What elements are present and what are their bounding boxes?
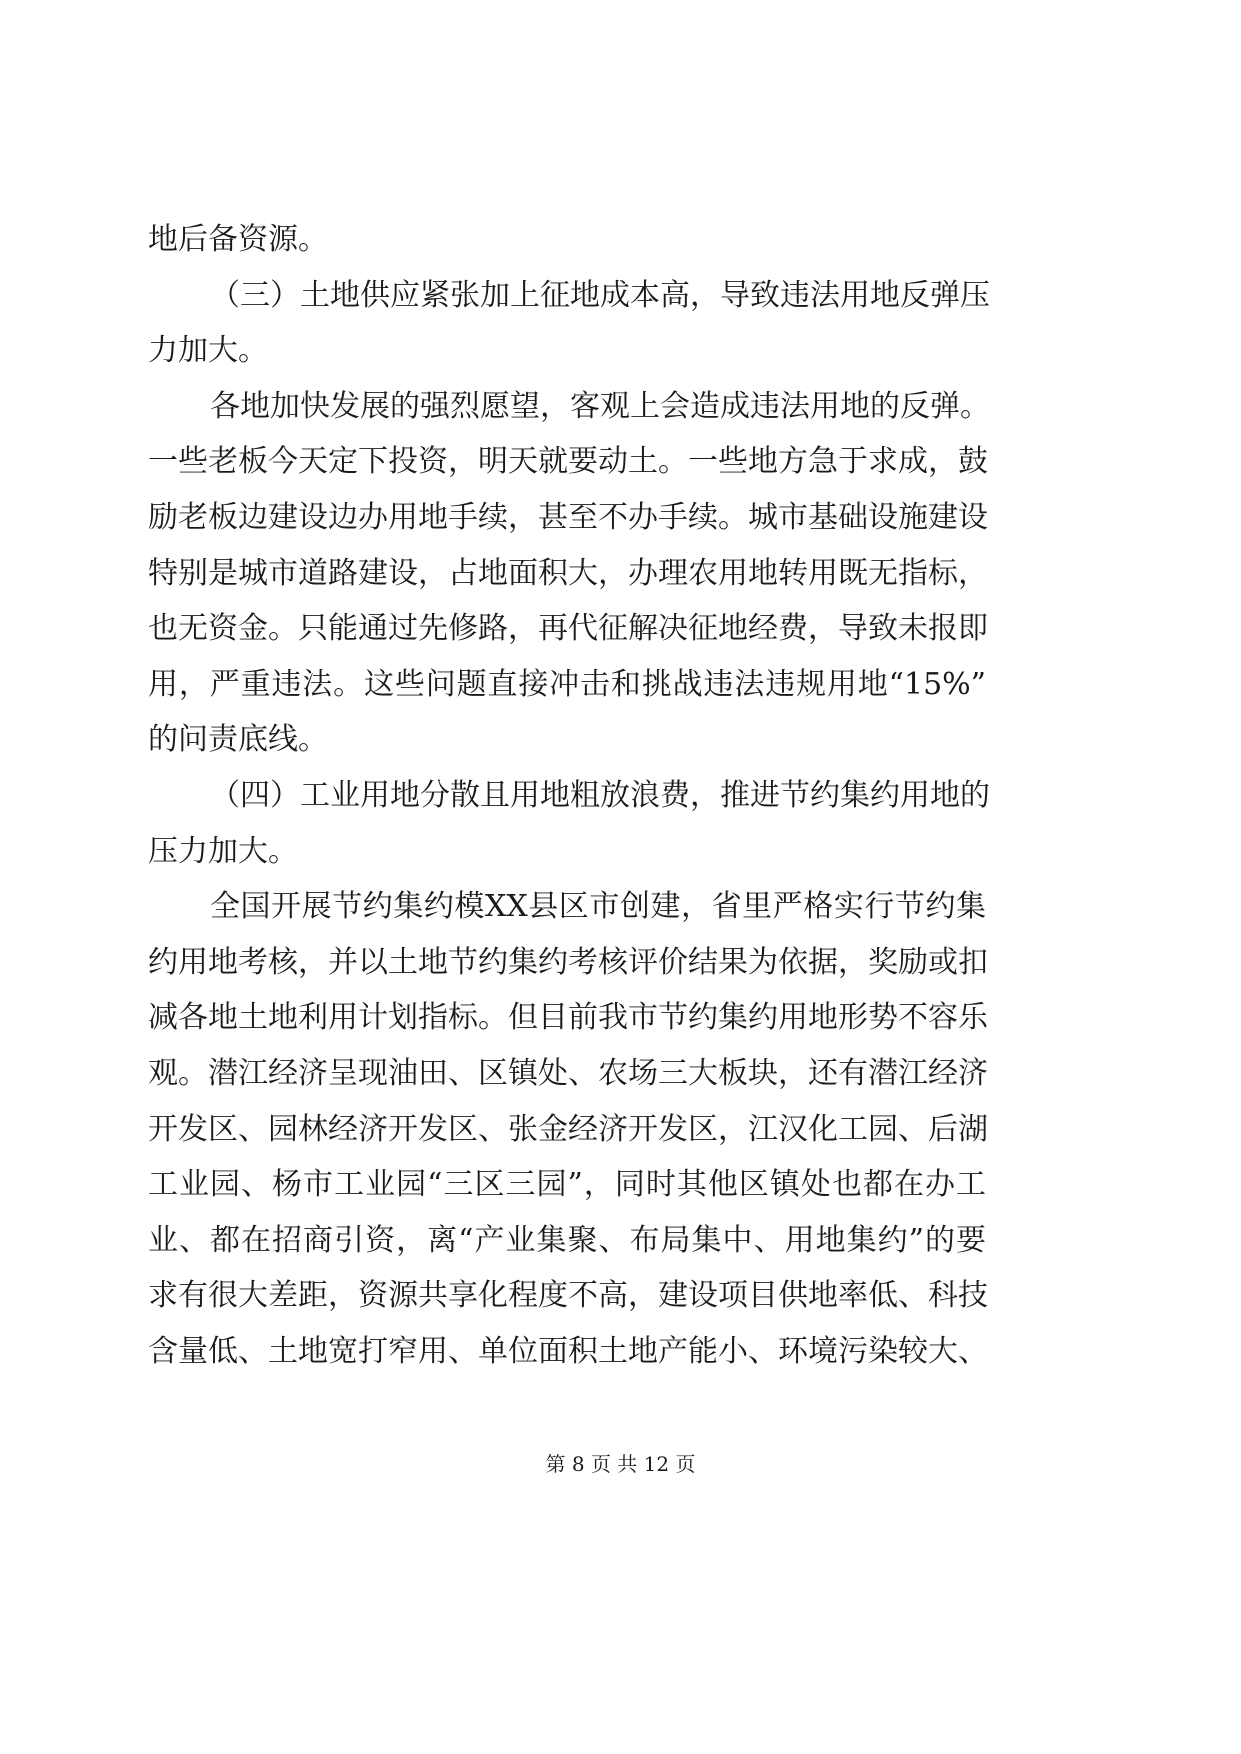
text-line: 全国开展节约集约模XX县区市创建，省里严格实行节约集 bbox=[210, 889, 986, 925]
text-line: 工业园、杨市工业园“三区三园”，同时其他区镇处也都在办工 bbox=[148, 1167, 986, 1203]
page-number-footer: 第 8 页 共 12 页 bbox=[545, 1452, 696, 1476]
text-line: 一些老板今天定下投资，明天就要动土。一些地方急于求成，鼓 bbox=[148, 444, 988, 480]
paragraph bbox=[148, 268, 990, 379]
text-line: （三）土地供应紧张加上征地成本高，导致违法用地反弹压 bbox=[210, 277, 990, 313]
text-line: 压力加大。 bbox=[148, 833, 298, 869]
text-line: 各地加快发展的强烈愿望，客观上会造成违法用地的反弹。 bbox=[210, 388, 990, 424]
text-line: 特别是城市道路建设，占地面积大，办理农用地转用既无指标， bbox=[148, 555, 988, 591]
paragraph bbox=[148, 379, 990, 768]
text-line: 的问责底线。 bbox=[148, 722, 328, 758]
text-line: 观。潜江经济呈现油田、区镇处、农场三大板块，还有潜江经济 bbox=[148, 1055, 988, 1091]
text-line: 求有很大差距，资源共享化程度不高，建设项目供地率低、科技 bbox=[148, 1278, 988, 1314]
paragraph bbox=[148, 879, 986, 1379]
text-line: 业、都在招商引资，离“产业集聚、布局集中、用地集约”的要 bbox=[148, 1222, 986, 1258]
document-body bbox=[148, 212, 990, 1379]
text-line: 励老板边建设边办用地手续，甚至不办手续。城市基础设施建设 bbox=[148, 499, 988, 535]
text-line: 也无资金。只能通过先修路，再代征解决征地经费，导致未报即 bbox=[148, 611, 988, 647]
text-line: 开发区、园林经济开发区、张金经济开发区，江汉化工园、后湖 bbox=[148, 1111, 988, 1147]
text-line: 含量低、土地宽打窄用、单位面积土地产能小、环境污染较大、 bbox=[148, 1333, 988, 1369]
text-line: （四）工业用地分散且用地粗放浪费，推进节约集约用地的 bbox=[210, 777, 990, 813]
text-line: 地后备资源。 bbox=[148, 222, 328, 257]
text-line: 减各地土地利用计划指标。但目前我市节约集约用地形势不容乐 bbox=[148, 1000, 988, 1036]
text-line: 力加大。 bbox=[148, 333, 268, 369]
paragraph bbox=[148, 212, 986, 268]
text-line: 用，严重违法。这些问题直接冲击和挑战违法违规用地“15%” bbox=[148, 666, 986, 702]
paragraph bbox=[148, 768, 990, 879]
text-line: 约用地考核，并以土地节约集约考核评价结果为依据，奖励或扣 bbox=[148, 944, 988, 980]
